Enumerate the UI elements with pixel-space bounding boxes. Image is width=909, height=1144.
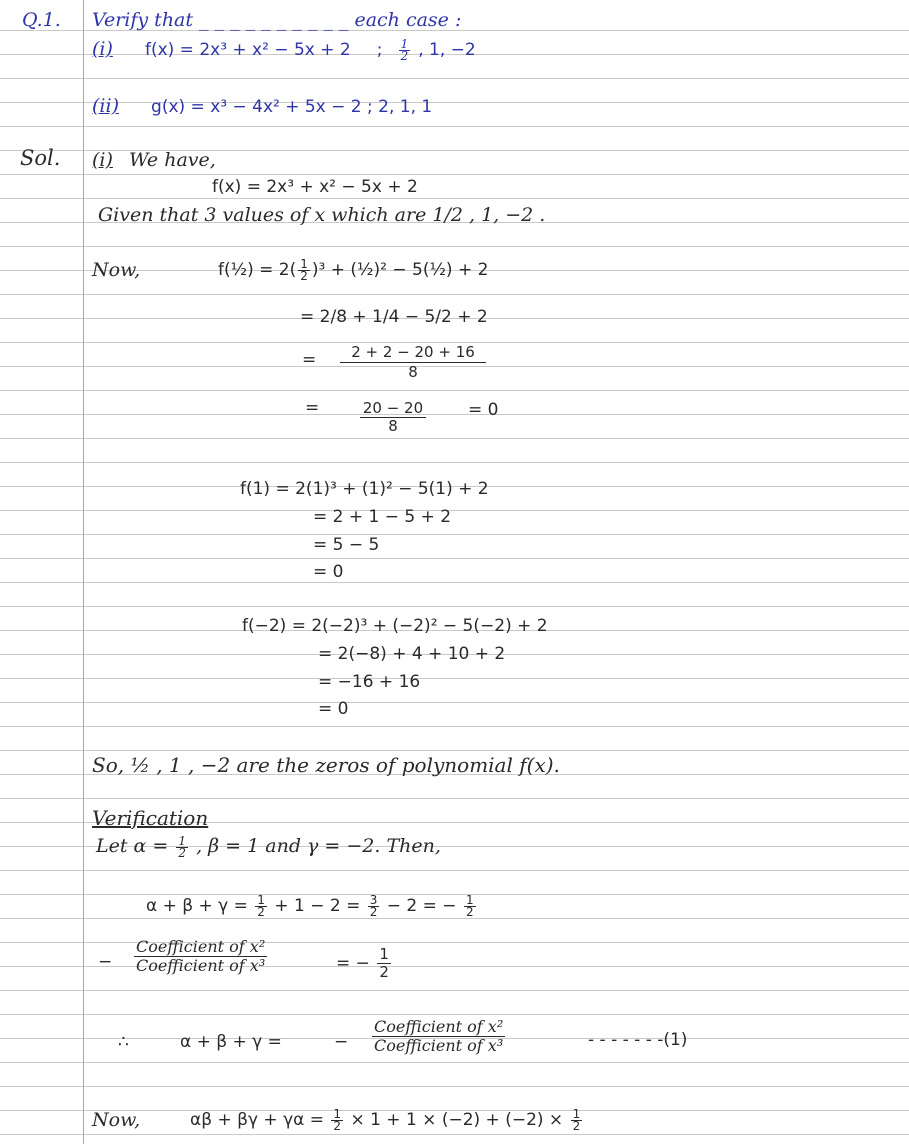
solution-part-label: (i) [92,149,113,171]
product-half-2: $\frac{1}{2}$ [572,1106,581,1133]
f1-line4: = 0 [313,562,344,582]
let-line [96,834,441,859]
question-part1 [92,37,476,62]
let-alpha: Let α = [96,835,169,857]
part1-separator: ; [376,40,383,60]
conclusion-text: So, ½ , 1 , −2 are the zeros of polynomial f(x). [92,753,560,777]
f-half-line3-num: 2 + 2 − 20 + 16 [351,343,475,361]
coeff-eq-neg: = − $\frac{1}{2}$ [336,945,389,981]
f-half-line2: = 2/8 + 1/4 − 5/2 + 2 [300,307,488,327]
fm2-line2: = 2(−8) + 4 + 10 + 2 [318,644,506,664]
part2-polynomial: g(x) = x³ − 4x² + 5x − 2 ; 2, 1, 1 [151,97,433,117]
coeff-num-2: Coefficient of x² [374,1017,504,1036]
sum-mid: + 1 − 2 = [274,896,361,916]
f1-line3: = 5 − 5 [313,535,380,555]
solution-intro [92,148,216,172]
f-half-line4-num: 20 − 20 [362,399,424,417]
part1-polynomial: f(x) = 2x³ + x² − 5x + 2 [144,40,351,60]
fm2-line4: = 0 [318,699,349,719]
f-half-line4-den: 8 [388,417,398,435]
f-half-result: = 0 [468,400,499,420]
sum-half-fraction: $\frac{1}{2}$ [257,892,265,919]
product-half-1: $\frac{1}{2}$ [333,1106,342,1133]
now-label-1: Now, [92,259,141,281]
three-half-fraction: $\frac{3}{2}$ [369,892,378,919]
product-lhs: αβ + βγ + γα = [190,1110,324,1130]
f-half-lhs: f(½) = 2 [218,260,290,280]
question-label: Q.1. [22,9,61,31]
sum-lhs: α + β + γ = [146,896,248,916]
verification-heading: Verification [92,806,209,830]
question-part2 [92,94,432,119]
f-half-line4-eq: = [305,398,320,418]
coeff-result-fraction: $\frac{1}{2}$ [379,945,389,981]
equation-tag: - - - - - - -(1) [588,1030,688,1050]
sum-mid2: − 2 = − [386,896,457,916]
coeff-ratio-1 [132,938,269,975]
margin-line [83,0,84,1144]
half-fraction-1: $\frac{1}{2}$ [300,256,308,283]
alpha-half-fraction: $\frac{1}{2}$ [178,833,187,860]
sum-line [146,894,478,918]
coeff-den-2: Coefficient of x³ [374,1036,504,1055]
given-statement: Given that 3 values of x which are 1/2 , 1, −2 . [98,204,546,226]
part2-label: (ii) [92,95,119,117]
f-half-line3-den: 8 [408,363,418,381]
f1-line1: f(1) = 2(1)³ + (1)² − 5(1) + 2 [240,479,489,499]
neg-sign-1: − [98,952,113,972]
f-half-rhs: ³ + (½)² − 5(½) + 2 [318,260,489,280]
fm2-line3: = −16 + 16 [318,672,421,692]
part1-half-fraction: $\frac{1}{2}$ [400,36,409,63]
f1-line2: = 2 + 1 − 5 + 2 [313,507,452,527]
product-line [190,1108,584,1132]
neg-sign-2: − [334,1032,349,1052]
part1-values: , 1, −2 [418,40,476,60]
coeff-ratio-2 [370,1018,507,1055]
question-title: Verify that _ _ _ _ _ _ _ _ _ _ each case : [92,9,462,31]
coeff-num-1: Coefficient of x² [136,937,266,956]
product-mid: × 1 + 1 × (−2) + (−2) × [350,1110,564,1130]
sum-result-fraction: $\frac{1}{2}$ [465,892,474,919]
sum-again: α + β + γ = [180,1032,282,1052]
therefore-symbol: ∴ [118,1032,129,1052]
f-half-line3-eq: = [302,350,317,370]
fm2-line1: f(−2) = 2(−2)³ + (−2)² − 5(−2) + 2 [242,616,548,636]
solution-label: Sol. [20,146,61,170]
we-have-text: We have, [128,149,216,171]
now-label-2: Now, [92,1109,141,1131]
fx-definition: f(x) = 2x³ + x² − 5x + 2 [212,177,418,197]
let-rest: , β = 1 and γ = −2. Then, [196,835,441,857]
f-half-line1: f(½) = 2( $\frac{1}{2}$ )³ + (½)² − 5(½) + 2 [218,256,489,283]
part1-label: (i) [92,38,113,60]
coeff-den-1: Coefficient of x³ [136,956,266,975]
